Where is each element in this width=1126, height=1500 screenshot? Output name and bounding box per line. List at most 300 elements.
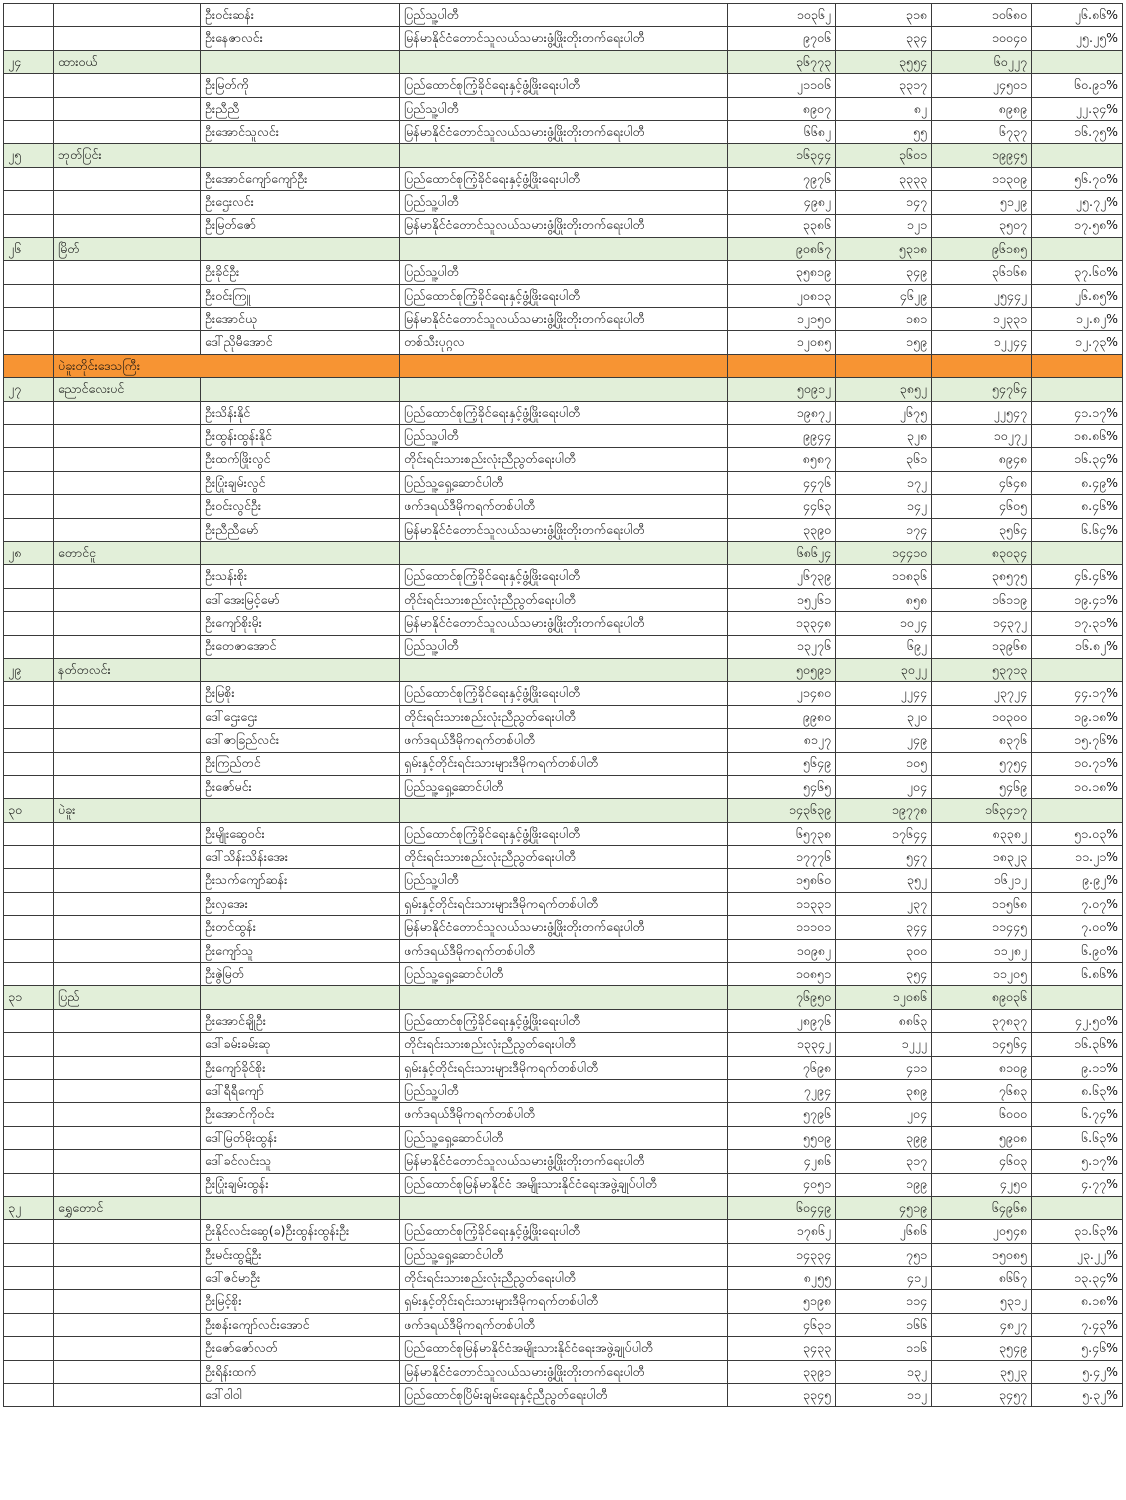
township-total: ၁၆၃၄၁၇: [932, 799, 1032, 822]
township-cell: [54, 635, 201, 658]
candidate-name: ဦးတင်ထွန်း: [201, 916, 400, 939]
percent-cell: ၁၉.၁၈%: [1032, 705, 1123, 728]
row-number-cell: [4, 471, 54, 494]
row-number-cell: [4, 120, 54, 143]
party-name: မြန်မာနိုင်ငံတောင်သူလယ်သမားဖွံ့ဖြိုးတိုးတက်ရေးပါတီ: [400, 27, 728, 50]
township-cell: [54, 97, 201, 120]
row-number-cell: [4, 1384, 54, 1407]
candidate-name: ဦးအောင်ကိုဝင်း: [201, 1103, 400, 1126]
party-name: ရှမ်းနှင့်တိုင်းရင်းသားများဒီမိုကရက်တစ်ပါတီ: [400, 1056, 728, 1079]
candidate-name: ဦးမြတ်ကို: [201, 74, 400, 97]
election-results-table: [3, 3, 1123, 1407]
invalid-cell: ၂၆၇၅: [836, 401, 932, 424]
total-cell: ၅၃၁၂: [932, 1290, 1032, 1313]
candidate-row: [4, 822, 1123, 845]
empty-cell: [400, 658, 728, 681]
row-number-cell: [4, 401, 54, 424]
empty-cell: [201, 50, 400, 73]
empty-cell: [1032, 237, 1123, 260]
row-number-cell: [4, 1313, 54, 1336]
township-cell: [54, 1313, 201, 1336]
percent-cell: ၂၃.၂၂%: [1032, 1243, 1123, 1266]
votes-cell: ၂၀၈၁၃: [728, 284, 836, 307]
total-cell: ၅၄၆၉: [932, 775, 1032, 798]
candidate-name: ဦးဝင်းဆန်း: [201, 4, 400, 27]
invalid-cell: ၃၀၀: [836, 939, 932, 962]
invalid-cell: ၂၀၄: [836, 1103, 932, 1126]
empty-cell: [728, 354, 836, 377]
township-invalid: ၃၀၂၂: [836, 658, 932, 681]
percent-cell: ၆.၇၄%: [1032, 1103, 1123, 1126]
township-votes: ၆၀၄၄၉: [728, 1196, 836, 1219]
percent-cell: ၃၁.၆၃%: [1032, 1220, 1123, 1243]
party-name: ပြည်ထောင်စုမြန်မာနိုင်ငံ အမျိုးသားနိုင်ငံရေးအဖွဲ့ချုပ်ပါတီ: [400, 1173, 728, 1196]
candidate-row: [4, 869, 1123, 892]
party-name: ပြည်ထောင်စုကြံ့ခိုင်ရေးနှင့်ဖွံ့ဖြိုးရေးပါတီ: [400, 74, 728, 97]
party-name: ပြည်ထောင်စုကြံ့ခိုင်ရေးနှင့်ဖွံ့ဖြိုးရေးပါတီ: [400, 167, 728, 190]
row-number-cell: [4, 705, 54, 728]
candidate-row: [4, 1337, 1123, 1360]
invalid-cell: ၁၅၉: [836, 331, 932, 354]
invalid-cell: ၁၁၄: [836, 1290, 932, 1313]
township-cell: [54, 495, 201, 518]
candidate-row: [4, 261, 1123, 284]
percent-cell: ၃၇.၆၀%: [1032, 261, 1123, 284]
candidate-row: [4, 1033, 1123, 1056]
candidate-name: ဦးဌေးလင်း: [201, 191, 400, 214]
township-cell: [54, 1384, 201, 1407]
township-row: [4, 237, 1123, 260]
votes-cell: ၃၃၄၅: [728, 1384, 836, 1407]
candidate-row: [4, 588, 1123, 611]
invalid-cell: ၁၁၆: [836, 1337, 932, 1360]
candidate-name: ဦးစန်းကျော်လင်းအောင်: [201, 1313, 400, 1336]
percent-cell: ၄၆.၄၆%: [1032, 565, 1123, 588]
party-name: တိုင်းရင်းသားစည်းလုံးညီညွတ်ရေးပါတီ: [400, 448, 728, 471]
township-number: ၂၄: [4, 50, 54, 73]
township-cell: [54, 939, 201, 962]
votes-cell: ၁၃၃၄၂: [728, 1033, 836, 1056]
township-cell: [54, 518, 201, 541]
party-name: တိုင်းရင်းသားစည်းလုံးညီညွတ်ရေးပါတီ: [400, 705, 728, 728]
candidate-name: ဒေါ်ခင်လင်းသူ: [201, 1150, 400, 1173]
candidate-row: [4, 729, 1123, 752]
township-cell: [54, 74, 201, 97]
percent-cell: ၆.၈၆%: [1032, 963, 1123, 986]
row-number-cell: [4, 191, 54, 214]
votes-cell: ၅၅၀၉: [728, 1126, 836, 1149]
candidate-row: [4, 939, 1123, 962]
row-number-cell: [4, 261, 54, 284]
row-number-cell: [4, 74, 54, 97]
invalid-cell: ၁၄၇: [836, 191, 932, 214]
table-body: [4, 4, 1123, 1407]
township-number: ၂၉: [4, 658, 54, 681]
invalid-cell: ၄၆၂၉: [836, 284, 932, 307]
district-header-row: [4, 354, 1123, 377]
invalid-cell: ၃၄၉: [836, 261, 932, 284]
township-cell: [54, 916, 201, 939]
percent-cell: ၂၅.၂၅%: [1032, 27, 1123, 50]
township-cell: [54, 191, 201, 214]
row-number-cell: [4, 518, 54, 541]
votes-cell: ၈၁၂၇: [728, 729, 836, 752]
invalid-cell: ၁၆၆: [836, 1313, 932, 1336]
party-name: ပြည်ထောင်စုကြံ့ခိုင်ရေးနှင့်ဖွံ့ဖြိုးရေးပါတီ: [400, 822, 728, 845]
invalid-cell: ၁၁၂: [836, 1384, 932, 1407]
candidate-name: ဦးသန်းစိုး: [201, 565, 400, 588]
empty-cell: [1032, 541, 1123, 564]
township-total: ၆၀၂၂၇: [932, 50, 1032, 73]
candidate-row: [4, 892, 1123, 915]
total-cell: ၂၅၄၄၂: [932, 284, 1032, 307]
invalid-cell: ၈၈၆၃: [836, 1009, 932, 1032]
township-row: [4, 658, 1123, 681]
township-votes: ၆၈၆၂၄: [728, 541, 836, 564]
party-name: မြန်မာနိုင်ငံတောင်သူလယ်သမားဖွံ့ဖြိုးတိုးတက်ရေးပါတီ: [400, 1150, 728, 1173]
total-cell: ၁၅၀၈၅: [932, 1243, 1032, 1266]
candidate-row: [4, 518, 1123, 541]
township-cell: [54, 1033, 201, 1056]
candidate-name: ဦးခိုင်ဦး: [201, 261, 400, 284]
votes-cell: ၆၅၇၃၈: [728, 822, 836, 845]
total-cell: ၂၃၇၂၄: [932, 682, 1032, 705]
percent-cell: ၂၂.၃၄%: [1032, 97, 1123, 120]
row-number-cell: [4, 1033, 54, 1056]
total-cell: ၆၇၃၇: [932, 120, 1032, 143]
votes-cell: ၄၂၈၆: [728, 1150, 836, 1173]
district-name: ပဲခူးတိုင်းဒေသကြီး: [54, 354, 400, 377]
party-name: ဖက်ဒရယ်ဒီမိုကရက်တစ်ပါတီ: [400, 1313, 728, 1336]
row-number-cell: [4, 308, 54, 331]
total-cell: ၁၂၂၄၄: [932, 331, 1032, 354]
total-cell: ၁၀၀၄၀: [932, 27, 1032, 50]
township-cell: [54, 4, 201, 27]
party-name: ဖက်ဒရယ်ဒီမိုကရက်တစ်ပါတီ: [400, 1103, 728, 1126]
party-name: ရှမ်းနှင့်တိုင်းရင်းသားများဒီမိုကရက်တစ်ပါတီ: [400, 752, 728, 775]
candidate-row: [4, 74, 1123, 97]
township-number: ၂၇: [4, 378, 54, 401]
votes-cell: ၉၉၈၀: [728, 705, 836, 728]
empty-cell: [400, 799, 728, 822]
candidate-name: ဦးကျော်ခိုင်စိုး: [201, 1056, 400, 1079]
candidate-name: ဦးဝင်းကြူ: [201, 284, 400, 307]
township-cell: [54, 1220, 201, 1243]
row-number-cell: [4, 27, 54, 50]
total-cell: ၈၃၇၆: [932, 729, 1032, 752]
row-number-cell: [4, 565, 54, 588]
percent-cell: ၈.၄၉%: [1032, 471, 1123, 494]
votes-cell: ၄၀၅၁: [728, 1173, 836, 1196]
percent-cell: ၁၆.၇၅%: [1032, 120, 1123, 143]
row-number-cell: [4, 214, 54, 237]
invalid-cell: ၁၄၂: [836, 495, 932, 518]
township-votes: ၅၀၅၉၁: [728, 658, 836, 681]
row-number-cell: [4, 612, 54, 635]
candidate-name: ဦးနေဇာလင်း: [201, 27, 400, 50]
votes-cell: ၅၆၄၉: [728, 752, 836, 775]
township-cell: [54, 1079, 201, 1102]
party-name: ပြည်သူ့ရှေ့ဆောင်ပါတီ: [400, 1243, 728, 1266]
township-cell: [54, 1267, 201, 1290]
percent-cell: ၅၆.၇၀%: [1032, 167, 1123, 190]
invalid-cell: ၁၂၂၂: [836, 1033, 932, 1056]
row-number-cell: [4, 284, 54, 307]
percent-cell: ၁၀.၇၁%: [1032, 752, 1123, 775]
candidate-row: [4, 1384, 1123, 1407]
votes-cell: ၈၉၀၇: [728, 97, 836, 120]
row-number-cell: [4, 846, 54, 869]
candidate-row: [4, 612, 1123, 635]
party-name: ဖက်ဒရယ်ဒီမိုကရက်တစ်ပါတီ: [400, 939, 728, 962]
invalid-cell: ၃၂၈: [836, 425, 932, 448]
empty-cell: [400, 50, 728, 73]
township-cell: [54, 612, 201, 635]
row-number-cell: [4, 4, 54, 27]
candidate-name: ဦးကြည်တင်: [201, 752, 400, 775]
party-name: ပြည်ထောင်စုကြံ့ခိုင်ရေးနှင့်ဖွံ့ဖြိုးရေးပါတီ: [400, 1009, 728, 1032]
candidate-name: ဦးအောင်သူလင်း: [201, 120, 400, 143]
candidate-row: [4, 1009, 1123, 1032]
total-cell: ၈၃၃၈၂: [932, 822, 1032, 845]
candidate-row: [4, 752, 1123, 775]
percent-cell: ၁၇.၅၈%: [1032, 214, 1123, 237]
percent-cell: ၂၆.၈၅%: [1032, 284, 1123, 307]
total-cell: ၈၉၄၈: [932, 448, 1032, 471]
invalid-cell: ၃၁၇: [836, 1150, 932, 1173]
empty-cell: [400, 237, 728, 260]
row-number-cell: [4, 448, 54, 471]
empty-cell: [1032, 986, 1123, 1009]
invalid-cell: ၁၇၂: [836, 471, 932, 494]
candidate-row: [4, 1079, 1123, 1102]
invalid-cell: ၃၅၄: [836, 963, 932, 986]
row-number-cell: [4, 939, 54, 962]
candidate-row: [4, 331, 1123, 354]
township-cell: [54, 963, 201, 986]
party-name: ပြည်ထောင်စုကြံ့ခိုင်ရေးနှင့်ဖွံ့ဖြိုးရေးပါတီ: [400, 1220, 728, 1243]
township-name: ပြည်: [54, 986, 201, 1009]
party-name: တိုင်းရင်းသားစည်းလုံးညီညွတ်ရေးပါတီ: [400, 1033, 728, 1056]
total-cell: ၃၅၂၃: [932, 1360, 1032, 1383]
total-cell: ၃၅၄၉: [932, 1337, 1032, 1360]
candidate-name: ဦးကျော်စိုးမိုး: [201, 612, 400, 635]
row-number-cell: [4, 1056, 54, 1079]
percent-cell: ၁၅.၇၆%: [1032, 729, 1123, 752]
row-number-cell: [4, 729, 54, 752]
candidate-name: ဦးဝင်းလွင်ဦး: [201, 495, 400, 518]
township-cell: [54, 308, 201, 331]
candidate-name: ဦးမြတ်ဇော်: [201, 214, 400, 237]
township-cell: [54, 729, 201, 752]
candidate-name: ဦးမြင့်စိုး: [201, 1290, 400, 1313]
votes-cell: ၅၄၆၅: [728, 775, 836, 798]
empty-cell: [201, 799, 400, 822]
party-name: ပြည်သူ့ပါတီ: [400, 869, 728, 892]
party-name: ပြည်သူ့ရှေ့ဆောင်ပါတီ: [400, 1126, 728, 1149]
votes-cell: ၁၃၃၄၈: [728, 612, 836, 635]
total-cell: ၁၄၅၆၄: [932, 1033, 1032, 1056]
empty-cell: [836, 354, 932, 377]
candidate-row: [4, 705, 1123, 728]
candidate-row: [4, 1313, 1123, 1336]
candidate-name: ဦးညီညီမော်: [201, 518, 400, 541]
invalid-cell: ၃၂၀: [836, 705, 932, 728]
total-cell: ၄၆၀၃: [932, 1150, 1032, 1173]
row-number-cell: [4, 1267, 54, 1290]
party-name: တစ်သီးပုဂ္ဂလ: [400, 331, 728, 354]
candidate-name: ဒေါ်ဇင်မာဦး: [201, 1267, 400, 1290]
invalid-cell: ၃၄၄: [836, 916, 932, 939]
party-name: မြန်မာနိုင်ငံတောင်သူလယ်သမားဖွံ့ဖြိုးတိုးတက်ရေးပါတီ: [400, 120, 728, 143]
candidate-name: ဦးပြုံးချမ်းလွင်: [201, 471, 400, 494]
total-cell: ၁၀၆၈၀: [932, 4, 1032, 27]
invalid-cell: ၁၇၆၄၄: [836, 822, 932, 845]
candidate-name: ဦးမင်းထွဋ်ဦး: [201, 1243, 400, 1266]
candidate-name: ဦးထက်ဖြိုးလွင်: [201, 448, 400, 471]
row-number-cell: [4, 1079, 54, 1102]
township-number: ၂၈: [4, 541, 54, 564]
candidate-row: [4, 846, 1123, 869]
total-cell: ၁၂၃၃၁: [932, 308, 1032, 331]
empty-cell: [400, 378, 728, 401]
candidate-row: [4, 120, 1123, 143]
row-number-cell: [4, 869, 54, 892]
percent-cell: ၂၅.၇၂%: [1032, 191, 1123, 214]
total-cell: ၁၁၅၆၈: [932, 892, 1032, 915]
row-number-cell: [4, 916, 54, 939]
percent-cell: ၁၆.၈၂%: [1032, 635, 1123, 658]
candidate-row: [4, 191, 1123, 214]
percent-cell: ၄၂.၅၀%: [1032, 1009, 1123, 1032]
township-votes: ၉၀၈၆၇: [728, 237, 836, 260]
invalid-cell: ၁၃၂: [836, 1360, 932, 1383]
township-cell: [54, 448, 201, 471]
row-number-cell: [4, 1150, 54, 1173]
total-cell: ၈၁၀၉: [932, 1056, 1032, 1079]
township-votes: ၁၄၃၆၃၉: [728, 799, 836, 822]
township-name: ညောင်လေးပင်: [54, 378, 201, 401]
percent-cell: ၅.၄၆%: [1032, 1337, 1123, 1360]
township-name: ဘုတ်ပြင်း: [54, 144, 201, 167]
total-cell: ၂၂၅၄၇: [932, 401, 1032, 424]
empty-cell: [1032, 50, 1123, 73]
percent-cell: ၆၀.၉၁%: [1032, 74, 1123, 97]
percent-cell: ၁၆.၃၄%: [1032, 448, 1123, 471]
township-total: ၈၉၀၃၆: [932, 986, 1032, 1009]
row-number-cell: [4, 752, 54, 775]
candidate-row: [4, 916, 1123, 939]
total-cell: ၈၆၆၇: [932, 1267, 1032, 1290]
township-cell: [54, 1009, 201, 1032]
invalid-cell: ၈၂: [836, 97, 932, 120]
percent-cell: ၉.၁၁%: [1032, 1056, 1123, 1079]
township-number: ၃၁: [4, 986, 54, 1009]
percent-cell: ၅.၁၇%: [1032, 1150, 1123, 1173]
party-name: ပြည်သူ့ရှေ့ဆောင်ပါတီ: [400, 963, 728, 986]
votes-cell: ၁၀၈၅၁: [728, 963, 836, 986]
candidate-name: ဦးအောင်ချိုဦး: [201, 1009, 400, 1032]
party-name: ပြည်သူ့ရှေ့ဆောင်ပါတီ: [400, 775, 728, 798]
total-cell: ၄၆၄၈: [932, 471, 1032, 494]
township-number: ၃၂: [4, 1196, 54, 1219]
votes-cell: ၁၀၃၆၂: [728, 4, 836, 27]
votes-cell: ၁၅၂၆၁: [728, 588, 836, 611]
votes-cell: ၂၁၁၀၆: [728, 74, 836, 97]
township-cell: [54, 1173, 201, 1196]
candidate-name: ဦးဇော်ဇော်လတ်: [201, 1337, 400, 1360]
candidate-name: ဦးဇော်မင်း: [201, 775, 400, 798]
votes-cell: ၇၂၉၄: [728, 1079, 836, 1102]
township-cell: [54, 1103, 201, 1126]
township-cell: [54, 167, 201, 190]
township-row: [4, 799, 1123, 822]
invalid-cell: ၆၉၂: [836, 635, 932, 658]
percent-cell: ၁၃.၃၄%: [1032, 1267, 1123, 1290]
party-name: မြန်မာနိုင်ငံတောင်သူလယ်သမားဖွံ့ဖြိုးတိုးတက်ရေးပါတီ: [400, 308, 728, 331]
township-name: နတ်တလင်း: [54, 658, 201, 681]
township-name: ပဲခူး: [54, 799, 201, 822]
row-number-cell: [4, 97, 54, 120]
percent-cell: ၁၀.၁၈%: [1032, 775, 1123, 798]
candidate-row: [4, 1243, 1123, 1266]
township-total: ၈၃၀၃၄: [932, 541, 1032, 564]
row-number-cell: [4, 635, 54, 658]
township-number: ၃၀: [4, 799, 54, 822]
invalid-cell: ၃၁၈: [836, 4, 932, 27]
total-cell: ၃၅၀၇: [932, 214, 1032, 237]
row-number-cell: [4, 331, 54, 354]
candidate-row: [4, 401, 1123, 424]
party-name: ပြည်သူ့ပါတီ: [400, 261, 728, 284]
votes-cell: ၁၃၂၇၆: [728, 635, 836, 658]
party-name: တိုင်းရင်းသားစည်းလုံးညီညွတ်ရေးပါတီ: [400, 846, 728, 869]
votes-cell: ၅၇၉၆: [728, 1103, 836, 1126]
party-name: ပြည်ထောင်စုမြန်မာနိုင်ငံအမျိုးသားနိုင်ငံရေးအဖွဲ့ချုပ်ပါတီ: [400, 1337, 728, 1360]
candidate-name: ဦးအောင်ကျော်ကျော်ဦး: [201, 167, 400, 190]
invalid-cell: ၅၄၇: [836, 846, 932, 869]
township-cell: [54, 775, 201, 798]
percent-cell: ၅၁.၀၃%: [1032, 822, 1123, 845]
percent-cell: ၆.၆၃%: [1032, 1126, 1123, 1149]
votes-cell: ၄၄၇၆: [728, 471, 836, 494]
total-cell: ၃၆၁၆၈: [932, 261, 1032, 284]
township-votes: ၃၆၇၇၃: [728, 50, 836, 73]
party-name: မြန်မာနိုင်ငံတောင်သူလယ်သမားဖွံ့ဖြိုးတိုးတက်ရေးပါတီ: [400, 612, 728, 635]
candidate-name: ဦးမျိုးဆွေဝင်း: [201, 822, 400, 845]
township-cell: [54, 682, 201, 705]
percent-cell: ၁၂.၈၂%: [1032, 308, 1123, 331]
percent-cell: ၄၄.၁၇%: [1032, 682, 1123, 705]
total-cell: ၃၄၅၇: [932, 1384, 1032, 1407]
candidate-row: [4, 1267, 1123, 1290]
party-name: ပြည်သူ့ရှေ့ဆောင်ပါတီ: [400, 471, 728, 494]
empty-cell: [201, 986, 400, 1009]
invalid-cell: ၃၃၁၇: [836, 74, 932, 97]
votes-cell: ၅၁၉၈: [728, 1290, 836, 1313]
invalid-cell: ၄၁၁: [836, 1056, 932, 1079]
candidate-row: [4, 775, 1123, 798]
votes-cell: ၉၇၀၆: [728, 27, 836, 50]
percent-cell: ၈.၁၈%: [1032, 1290, 1123, 1313]
township-invalid: ၃၅၅၄: [836, 50, 932, 73]
invalid-cell: ၃၃၄: [836, 27, 932, 50]
candidate-name: ဦးပြုံးချမ်းထွန်း: [201, 1173, 400, 1196]
township-row: [4, 378, 1123, 401]
candidate-row: [4, 1056, 1123, 1079]
party-name: ပြည်ထောင်စုပြိမ်းချမ်းရေးနှင့်ညီညွတ်ရေးပါတီ: [400, 1384, 728, 1407]
total-cell: ၁၃၉၆၈: [932, 635, 1032, 658]
